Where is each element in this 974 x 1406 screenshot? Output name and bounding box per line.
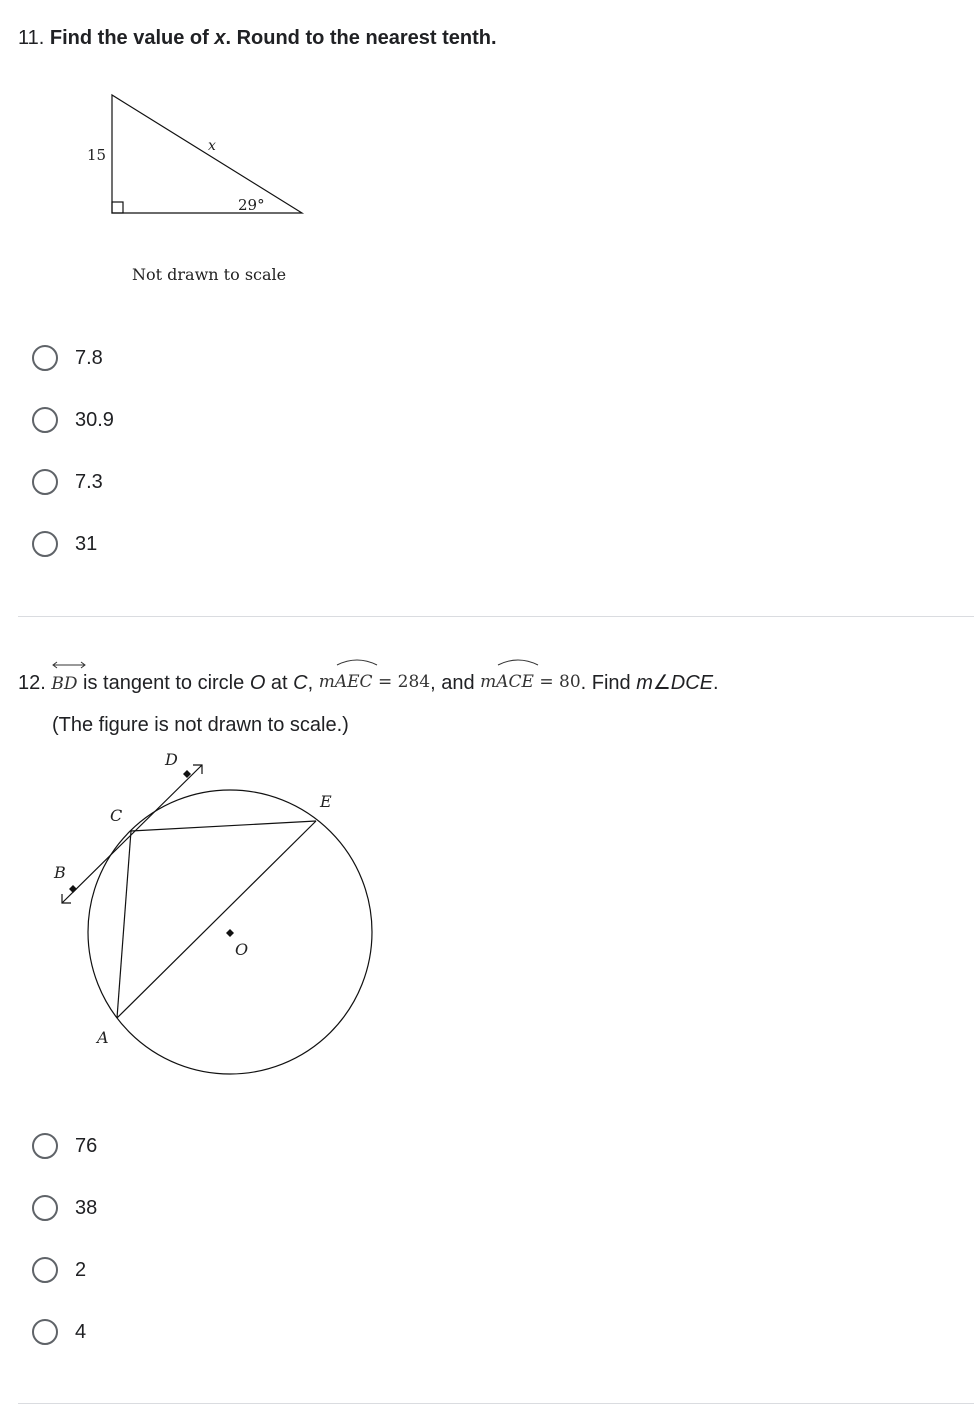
q12-title [18,668,719,699]
q12-note: (The figure is not drawn to scale.) [52,714,349,736]
question-divider-bottom [18,1403,974,1404]
label-d: D [165,750,178,769]
double-arrow-icon [51,660,87,670]
option-label: 2 [75,1258,87,1281]
q11-title [18,26,497,50]
option-label: 30.9 [75,408,114,431]
q11-title-var: x [214,27,226,49]
q12-option-3[interactable] [32,1254,86,1286]
q12-circle-figure [40,745,390,1085]
option-label: 76 [75,1134,98,1157]
figure-caption: Not drawn to scale [132,265,287,284]
q12-text3: , and [430,672,481,694]
angle-label-29: 29° [238,196,265,214]
question-divider [18,616,974,617]
chord-ca [117,831,131,1018]
option-label: 4 [75,1320,87,1343]
option-label: 7.8 [75,346,103,369]
q11-title-part1: Find the value of [49,27,215,49]
line-bd: BD [51,669,77,699]
label-a: A [97,1028,109,1047]
radio-button[interactable] [32,1257,58,1283]
q12-comma: , [307,672,314,694]
q11-option-2[interactable] [32,404,114,436]
radio-button[interactable] [32,1319,58,1345]
tangent-line-bd [62,765,202,903]
q11-title-part2: . Round to the nearest tenth. [225,27,497,49]
q11-triangle-figure [70,80,330,295]
tangent-point: C [293,672,308,694]
radio-button[interactable] [32,1195,58,1221]
q12-number: 12. [18,672,46,694]
radio-button[interactable] [32,345,58,371]
hyp-label-x: x [208,138,216,154]
triangle [112,95,302,213]
q12-text4: . Find [580,672,637,694]
arc-icon [335,658,379,666]
label-b: B [54,863,66,882]
chord-ae [117,821,316,1018]
label-c: C [110,806,123,825]
right-angle-mark [112,202,123,213]
q11-option-1[interactable] [32,342,103,374]
point-b [69,885,77,893]
side-label-15: 15 [87,146,107,164]
q11-option-4[interactable] [32,528,97,560]
radio-button[interactable] [32,407,58,433]
radio-button[interactable] [32,531,58,557]
q12-option-1[interactable] [32,1130,97,1162]
q12-option-4[interactable] [32,1316,86,1348]
arc-aec-measure: m AEC = 284 [319,672,430,692]
label-e: E [320,792,332,811]
chord-ce [131,821,316,831]
q12-text1: is tangent to circle [77,672,250,694]
circle-name: O [249,672,266,694]
arc-ace-measure: m ACE = 80 [480,672,581,692]
label-o: O [235,940,249,959]
find-angle: m∠DCE [636,672,714,694]
radio-button[interactable] [32,469,58,495]
option-label: 7.3 [75,470,103,493]
arc-icon [496,658,540,666]
option-label: 38 [75,1196,98,1219]
q12-text5: . [713,672,719,694]
q11-number: 11. [18,27,45,49]
q12-text2: at [265,672,294,694]
option-label: 31 [75,532,98,555]
radio-button[interactable] [32,1133,58,1159]
point-o [226,929,234,937]
q12-option-2[interactable] [32,1192,97,1224]
q11-option-3[interactable] [32,466,103,498]
